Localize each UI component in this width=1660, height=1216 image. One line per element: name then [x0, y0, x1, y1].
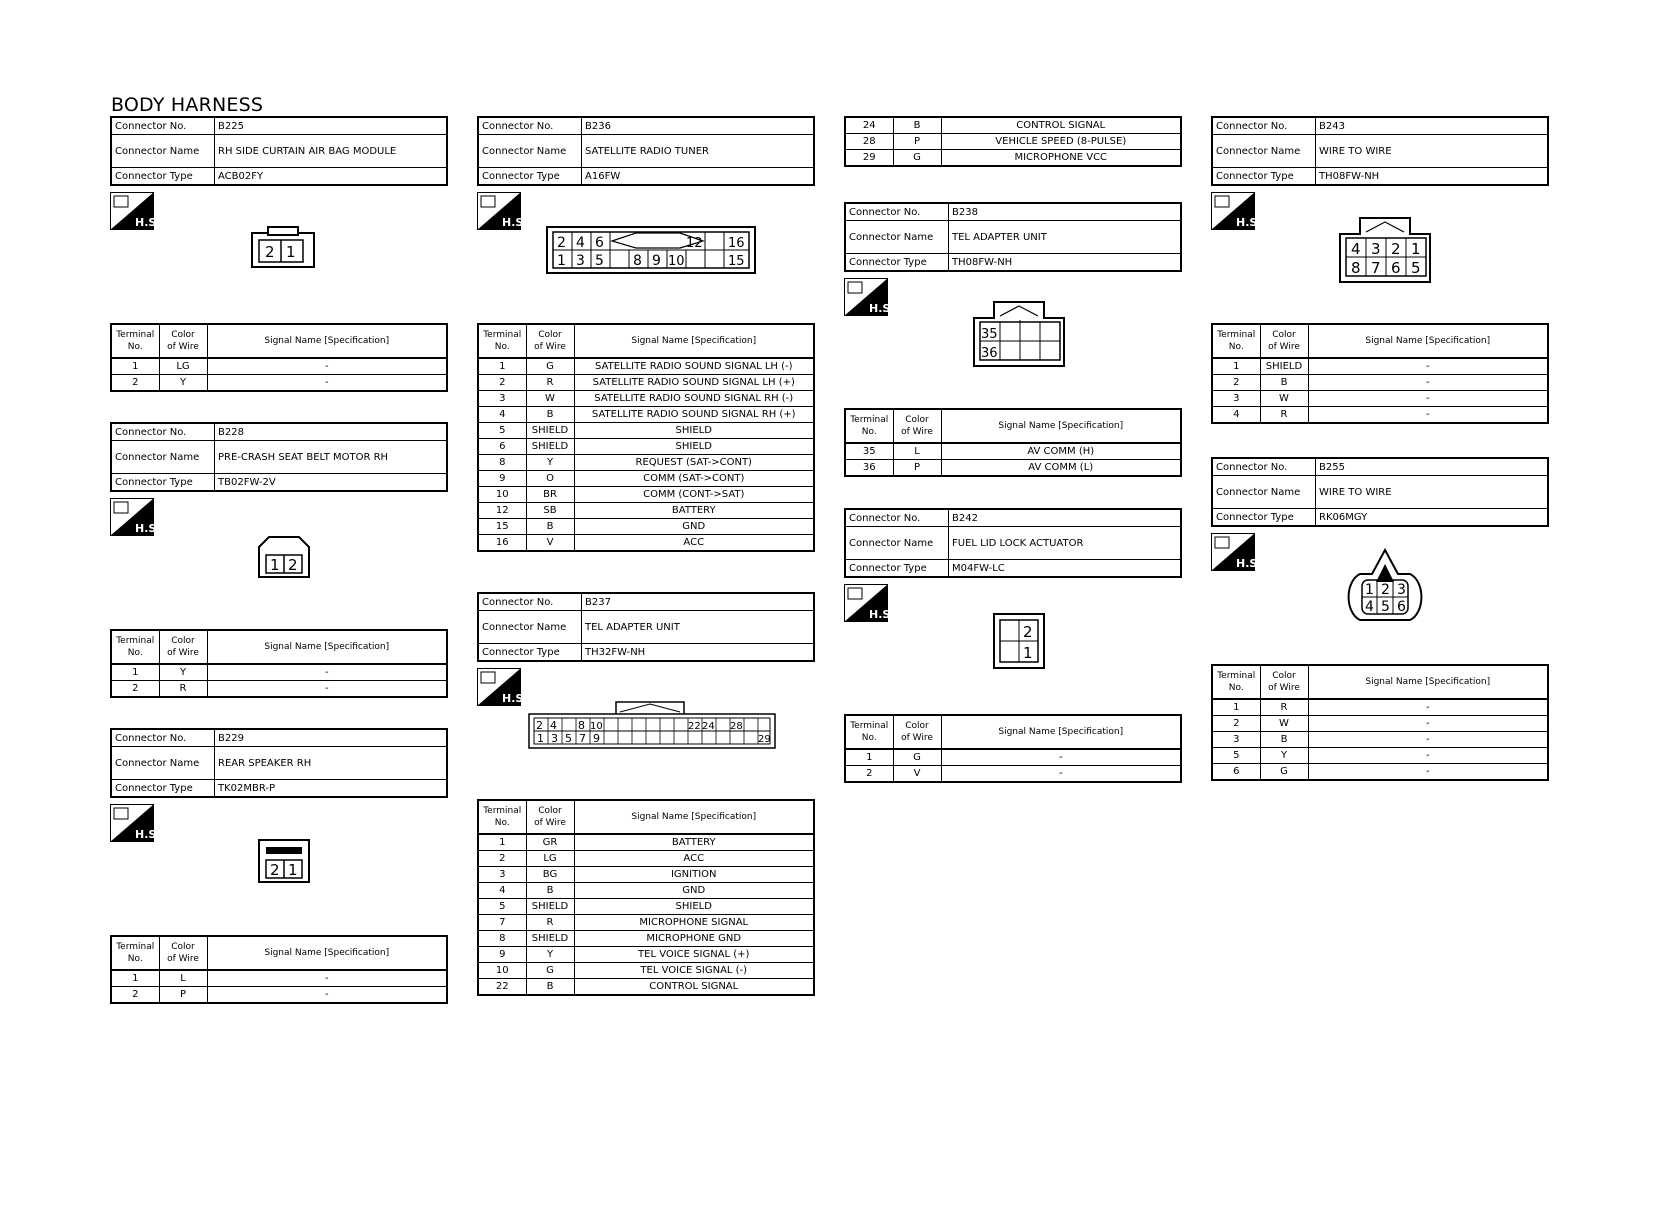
pin-label: 2	[288, 556, 298, 574]
hs-label: H.S.	[1236, 557, 1262, 570]
hs-label: H.S.	[869, 302, 895, 315]
header-color-of-wire: Color of Wire	[1260, 324, 1308, 358]
label-connector-no: Connector No.	[478, 593, 582, 611]
label-connector-no: Connector No.	[845, 509, 949, 527]
table-row: 1 LG -	[111, 358, 447, 375]
header-color-of-wire: Color of Wire	[159, 324, 207, 358]
terminal-table-b229	[110, 935, 448, 1004]
connector-face-b228	[257, 535, 311, 579]
header-color-of-wire: Color of Wire	[1260, 665, 1308, 699]
header-color-of-wire: Color of Wire	[893, 409, 941, 443]
table-row: 2 P -	[111, 987, 447, 1004]
header-terminal-no: Terminal No.	[845, 409, 893, 443]
connector-name: WIRE TO WIRE	[1316, 135, 1549, 168]
harness-side-icon	[477, 668, 528, 706]
pin-label: 4	[576, 235, 585, 251]
terminal-table-b238	[844, 408, 1182, 477]
table-row: 24 B CONTROL SIGNAL	[845, 117, 1181, 134]
pin-label: 5	[1411, 259, 1421, 277]
table-row: 4 B GND	[478, 883, 814, 899]
hs-label: H.S.	[502, 692, 528, 705]
header-color-of-wire: Color of Wire	[526, 800, 574, 834]
table-row: 2 Y -	[111, 375, 447, 392]
connector-no: B228	[215, 423, 448, 441]
pin-label: 6	[1391, 259, 1401, 277]
table-row: 7 R MICROPHONE SIGNAL	[478, 915, 814, 931]
pin-label: 1	[1411, 240, 1421, 258]
label-connector-type: Connector Type	[111, 474, 215, 492]
pin-label: 3	[576, 253, 585, 269]
table-row: 9 O COMM (SAT->CONT)	[478, 471, 814, 487]
pin-label: 9	[652, 253, 661, 269]
connector-no: B236	[582, 117, 815, 135]
label-connector-no: Connector No.	[111, 117, 215, 135]
connector-type: TB02FW-2V	[215, 474, 448, 492]
connector-face-b236	[546, 226, 756, 274]
table-row: 4 B SATELLITE RADIO SOUND SIGNAL RH (+)	[478, 407, 814, 423]
harness-side-icon	[844, 278, 895, 316]
header-terminal-no: Terminal No.	[111, 324, 159, 358]
connector-face-b242	[992, 612, 1046, 670]
pin-label: 6	[595, 235, 604, 251]
terminal-table-b237-continued	[844, 116, 1182, 167]
pin-label: 1	[557, 253, 566, 269]
pin-label: 2	[265, 243, 275, 261]
pin-label: 2	[536, 719, 543, 732]
table-row: 3 BG IGNITION	[478, 867, 814, 883]
table-row: 1 R -	[1212, 699, 1548, 716]
header-terminal-no: Terminal No.	[111, 630, 159, 664]
pin-label: 7	[579, 732, 586, 745]
connector-type: TH32FW-NH	[582, 644, 815, 662]
table-row: 2 V -	[845, 766, 1181, 783]
pin-label: 10	[668, 254, 685, 269]
table-row: 29 G MICROPHONE VCC	[845, 150, 1181, 167]
connector-no: B242	[949, 509, 1182, 527]
pin-label: 4	[1365, 599, 1374, 615]
table-row: 5 Y -	[1212, 748, 1548, 764]
label-connector-name: Connector Name	[111, 441, 215, 474]
harness-side-icon	[844, 584, 895, 622]
pin-label: 4	[550, 719, 557, 732]
terminal-table-b228	[110, 629, 448, 698]
connector-no: B238	[949, 203, 1182, 221]
connector-info-b236	[477, 116, 815, 186]
table-row: 28 P VEHICLE SPEED (8-PULSE)	[845, 134, 1181, 150]
pin-label: 16	[728, 236, 745, 251]
label-connector-name: Connector Name	[478, 611, 582, 644]
label-connector-type: Connector Type	[1212, 509, 1316, 527]
label-connector-no: Connector No.	[111, 729, 215, 747]
connector-type: M04FW-LC	[949, 560, 1182, 578]
terminal-table-b243	[1211, 323, 1549, 424]
label-connector-no: Connector No.	[845, 203, 949, 221]
connector-info-b228	[110, 422, 448, 492]
header-signal-name: Signal Name [Specification]	[574, 324, 814, 358]
connector-info-b225	[110, 116, 448, 186]
harness-side-icon	[110, 804, 161, 842]
pin-label: 6	[1397, 599, 1406, 615]
header-signal-name: Signal Name [Specification]	[574, 800, 814, 834]
connector-type: ACB02FY	[215, 168, 448, 186]
label-connector-name: Connector Name	[111, 747, 215, 780]
pin-label: 3	[551, 732, 558, 745]
terminal-table-b225	[110, 323, 448, 392]
pin-label: 8	[578, 719, 585, 732]
connector-no: B229	[215, 729, 448, 747]
header-color-of-wire: Color of Wire	[893, 715, 941, 749]
table-row: 1 G SATELLITE RADIO SOUND SIGNAL LH (-)	[478, 358, 814, 375]
connector-face-b255	[1342, 548, 1428, 622]
label-connector-name: Connector Name	[1212, 476, 1316, 509]
table-row: 4 R -	[1212, 407, 1548, 424]
label-connector-type: Connector Type	[845, 560, 949, 578]
harness-side-icon	[110, 498, 161, 536]
table-row: 8 SHIELD MICROPHONE GND	[478, 931, 814, 947]
table-row: 10 G TEL VOICE SIGNAL (-)	[478, 963, 814, 979]
table-row: 2 R SATELLITE RADIO SOUND SIGNAL LH (+)	[478, 375, 814, 391]
page-title: BODY HARNESS	[111, 94, 264, 116]
table-row: 3 W -	[1212, 391, 1548, 407]
table-row: 8 Y REQUEST (SAT->CONT)	[478, 455, 814, 471]
pin-label: 1	[1365, 582, 1374, 598]
label-connector-type: Connector Type	[845, 254, 949, 272]
pin-label: 10	[590, 721, 603, 732]
harness-side-icon	[477, 192, 528, 230]
label-connector-type: Connector Type	[111, 780, 215, 798]
connector-name: PRE-CRASH SEAT BELT MOTOR RH	[215, 441, 448, 474]
pin-label: 1	[537, 732, 544, 745]
pin-label: 3	[1397, 582, 1406, 598]
terminal-table-b255	[1211, 664, 1549, 781]
connector-type: TH08FW-NH	[949, 254, 1182, 272]
table-row: 6 SHIELD SHIELD	[478, 439, 814, 455]
hs-label: H.S.	[869, 608, 895, 621]
connector-name: FUEL LID LOCK ACTUATOR	[949, 527, 1182, 560]
label-connector-type: Connector Type	[1212, 168, 1316, 186]
connector-type: RK06MGY	[1316, 509, 1549, 527]
table-row: 9 Y TEL VOICE SIGNAL (+)	[478, 947, 814, 963]
connector-face-b237	[528, 700, 776, 750]
table-row: 22 B CONTROL SIGNAL	[478, 979, 814, 996]
pin-label: 1	[270, 556, 280, 574]
hs-label: H.S.	[1236, 216, 1262, 229]
pin-label: 15	[728, 254, 745, 269]
table-row: 1 SHIELD -	[1212, 358, 1548, 375]
pin-label: 2	[1381, 582, 1390, 598]
table-row: 6 G -	[1212, 764, 1548, 781]
connector-info-b238	[844, 202, 1182, 272]
label-connector-name: Connector Name	[845, 527, 949, 560]
table-row: 1 L -	[111, 970, 447, 987]
header-terminal-no: Terminal No.	[478, 800, 526, 834]
connector-no: B225	[215, 117, 448, 135]
label-connector-no: Connector No.	[111, 423, 215, 441]
pin-label: 1	[286, 243, 296, 261]
hs-label: H.S.	[502, 216, 528, 229]
terminal-table-b242	[844, 714, 1182, 783]
table-row: 15 B GND	[478, 519, 814, 535]
connector-info-b237	[477, 592, 815, 662]
connector-face-b238	[972, 300, 1066, 368]
pin-label: 12	[686, 236, 703, 251]
table-row: 2 R -	[111, 681, 447, 698]
connector-no: B255	[1316, 458, 1549, 476]
harness-side-icon	[1211, 533, 1262, 571]
header-color-of-wire: Color of Wire	[526, 324, 574, 358]
terminal-table-b237	[477, 799, 815, 996]
table-row: 5 SHIELD SHIELD	[478, 899, 814, 915]
pin-label: 2	[1023, 623, 1033, 641]
header-terminal-no: Terminal No.	[1212, 665, 1260, 699]
connector-face-b225	[250, 225, 318, 269]
connector-name: SATELLITE RADIO TUNER	[582, 135, 815, 168]
pin-label: 5	[1381, 599, 1390, 615]
table-row: 35 L AV COMM (H)	[845, 443, 1181, 460]
header-signal-name: Signal Name [Specification]	[1308, 324, 1548, 358]
table-row: 1 Y -	[111, 664, 447, 681]
connector-info-b242	[844, 508, 1182, 578]
connector-no: B237	[582, 593, 815, 611]
pin-label: 4	[1351, 240, 1361, 258]
hs-label: H.S.	[135, 828, 161, 841]
connector-face-b243	[1338, 216, 1432, 284]
pin-label: 5	[595, 253, 604, 269]
label-connector-no: Connector No.	[1212, 117, 1316, 135]
label-connector-type: Connector Type	[478, 644, 582, 662]
pin-label: 29	[758, 734, 771, 745]
header-signal-name: Signal Name [Specification]	[941, 409, 1181, 443]
connector-type: TH08FW-NH	[1316, 168, 1549, 186]
pin-label: 1	[288, 861, 298, 879]
pin-label: 22	[688, 721, 701, 732]
table-row: 16 V ACC	[478, 535, 814, 552]
header-signal-name: Signal Name [Specification]	[207, 324, 447, 358]
connector-info-b229	[110, 728, 448, 798]
table-row: 3 B -	[1212, 732, 1548, 748]
pin-label: 8	[633, 253, 642, 269]
label-connector-type: Connector Type	[111, 168, 215, 186]
pin-label: 35	[981, 327, 998, 342]
pin-label: 8	[1351, 259, 1361, 277]
table-row: 10 BR COMM (CONT->SAT)	[478, 487, 814, 503]
label-connector-no: Connector No.	[478, 117, 582, 135]
pin-label: 36	[981, 346, 998, 361]
pin-label: 2	[1391, 240, 1401, 258]
header-signal-name: Signal Name [Specification]	[207, 630, 447, 664]
connector-name: TEL ADAPTER UNIT	[949, 221, 1182, 254]
label-connector-no: Connector No.	[1212, 458, 1316, 476]
connector-type: TK02MBR-P	[215, 780, 448, 798]
header-signal-name: Signal Name [Specification]	[207, 936, 447, 970]
label-connector-name: Connector Name	[845, 221, 949, 254]
table-row: 1 G -	[845, 749, 1181, 766]
connector-no: B243	[1316, 117, 1549, 135]
table-row: 36 P AV COMM (L)	[845, 460, 1181, 477]
connector-name: RH SIDE CURTAIN AIR BAG MODULE	[215, 135, 448, 168]
label-connector-name: Connector Name	[111, 135, 215, 168]
table-row: 5 SHIELD SHIELD	[478, 423, 814, 439]
pin-label: 5	[565, 732, 572, 745]
pin-label: 9	[593, 732, 600, 745]
connector-info-b255	[1211, 457, 1549, 527]
table-row: 2 LG ACC	[478, 851, 814, 867]
hs-label: H.S.	[135, 216, 161, 229]
pin-label: 2	[557, 235, 566, 251]
connector-name: WIRE TO WIRE	[1316, 476, 1549, 509]
label-connector-name: Connector Name	[478, 135, 582, 168]
connector-face-b229	[257, 838, 311, 884]
table-row: 2 B -	[1212, 375, 1548, 391]
terminal-table-b236	[477, 323, 815, 552]
header-terminal-no: Terminal No.	[1212, 324, 1260, 358]
header-color-of-wire: Color of Wire	[159, 936, 207, 970]
pin-label: 24	[702, 721, 715, 732]
connector-name: TEL ADAPTER UNIT	[582, 611, 815, 644]
pin-label: 7	[1371, 259, 1381, 277]
connector-type: A16FW	[582, 168, 815, 186]
pin-label: 3	[1371, 240, 1381, 258]
table-row: 1 GR BATTERY	[478, 834, 814, 851]
harness-side-icon	[1211, 192, 1262, 230]
header-terminal-no: Terminal No.	[111, 936, 159, 970]
table-row: 12 SB BATTERY	[478, 503, 814, 519]
pin-label: 28	[730, 721, 743, 732]
table-row: 2 W -	[1212, 716, 1548, 732]
table-row: 3 W SATELLITE RADIO SOUND SIGNAL RH (-)	[478, 391, 814, 407]
header-color-of-wire: Color of Wire	[159, 630, 207, 664]
pin-label: 1	[1023, 644, 1033, 662]
label-connector-type: Connector Type	[478, 168, 582, 186]
label-connector-name: Connector Name	[1212, 135, 1316, 168]
header-terminal-no: Terminal No.	[845, 715, 893, 749]
harness-side-icon	[110, 192, 161, 230]
connector-info-b243	[1211, 116, 1549, 186]
header-signal-name: Signal Name [Specification]	[941, 715, 1181, 749]
header-signal-name: Signal Name [Specification]	[1308, 665, 1548, 699]
hs-label: H.S.	[135, 522, 161, 535]
header-terminal-no: Terminal No.	[478, 324, 526, 358]
pin-label: 2	[270, 861, 280, 879]
connector-name: REAR SPEAKER RH	[215, 747, 448, 780]
